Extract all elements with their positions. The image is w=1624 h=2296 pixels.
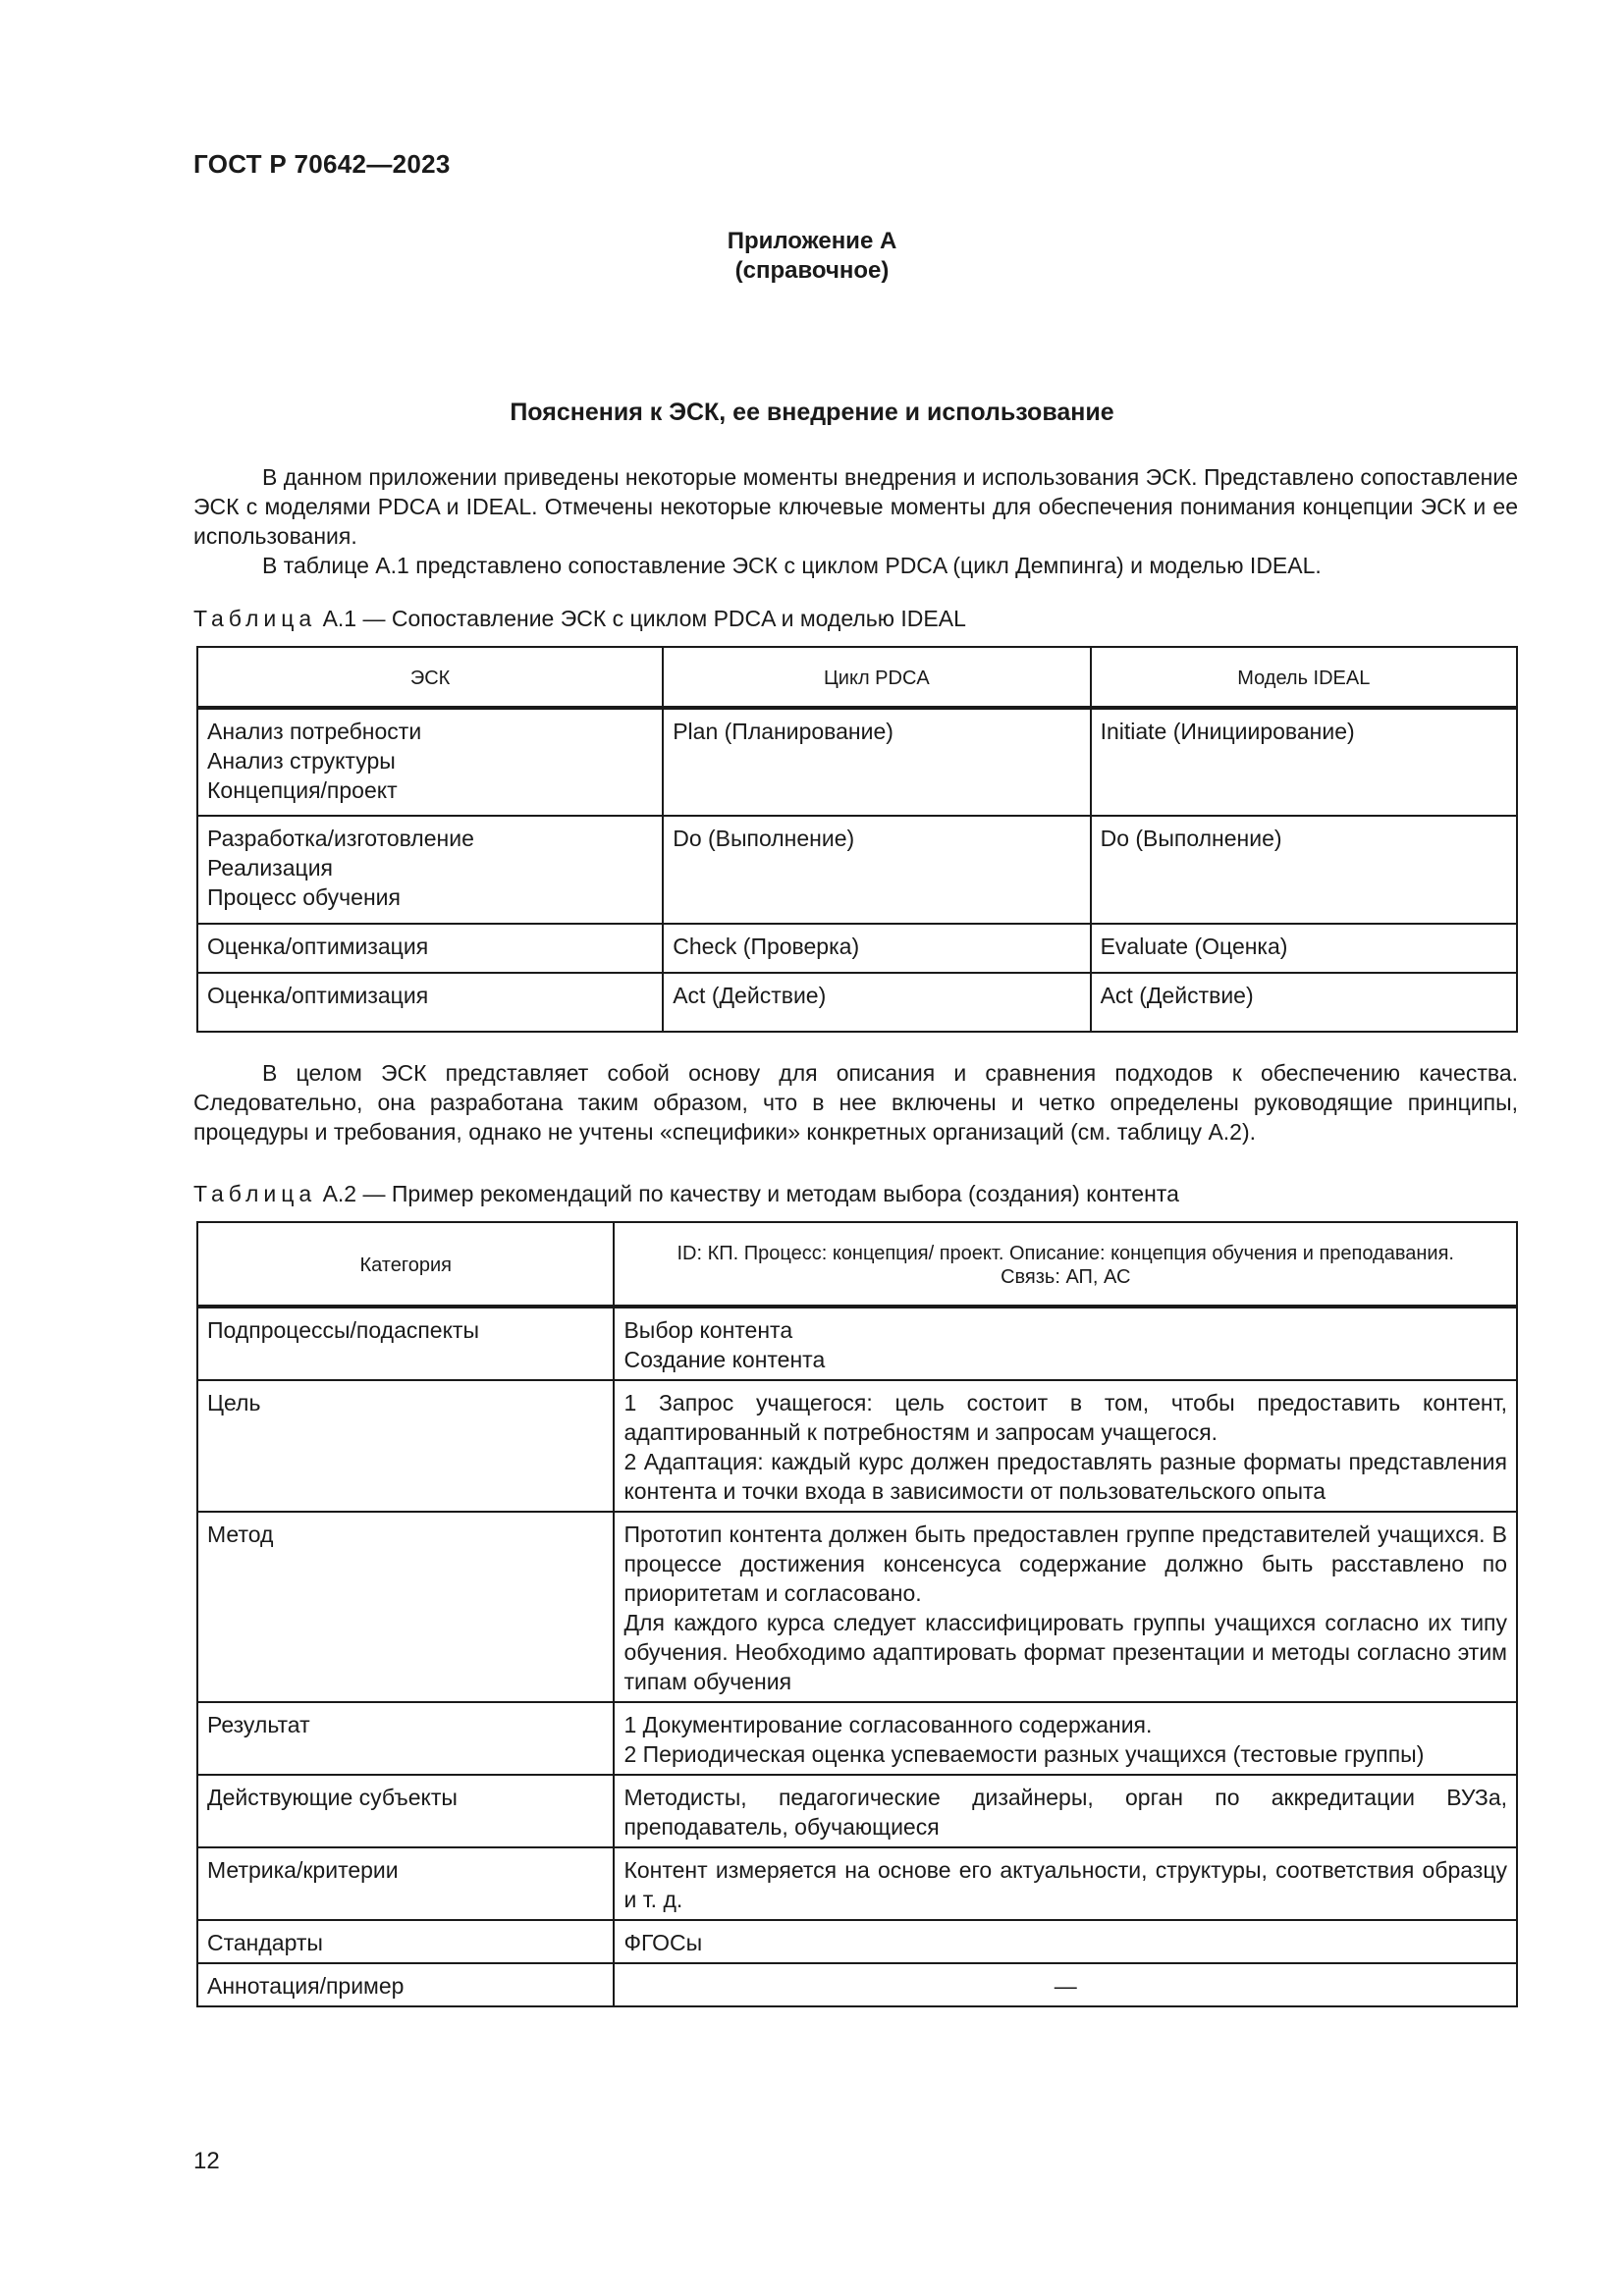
table2-cell-value	[614, 1307, 1517, 1380]
table-row	[197, 708, 1517, 816]
cell-line: Создание контента	[623, 1347, 826, 1372]
cell-line: Реализация	[207, 855, 333, 881]
table-row	[197, 1512, 1517, 1702]
table2-cell-category: Метод	[197, 1512, 614, 1702]
table2-cell-value: Методисты, педагогические дизайнеры, орган по аккредитации ВУЗа, преподаватель, обучающиеся	[614, 1775, 1517, 1847]
table2-cell-category: Цель	[197, 1380, 614, 1512]
table-recommendations	[196, 1221, 1518, 2007]
cell-line: 2 Периодическая оценка успеваемости разных учащихся (тестовые группы)	[623, 1741, 1425, 1767]
table-row	[197, 816, 1517, 924]
paragraph-table-ref-text: В таблице А.1 представлено сопоставление ЭСК с циклом PDCA (цикл Демпинга) и моделью IDEAL.	[262, 553, 1322, 578]
cell-line: 1 Запрос учащегося: цель состоит в том, чтобы предоставить контент, адаптированный к потребностям и запросам учащегося.	[623, 1390, 1507, 1445]
paragraph-intro-text: В данном приложении приведены некоторые моменты внедрения и использования ЭСК. Представлено сопоставление ЭСК с моделями PDCA и IDEAL. Отмечены некоторые ключевые моменты для обеспечения понимания концепции ЭСК и ее использования.	[193, 464, 1518, 549]
table-row	[197, 1847, 1517, 1920]
table-header-row	[197, 647, 1517, 708]
table2-header-line: Связь: АП, АС	[1001, 1265, 1131, 1288]
table1-header-pdca: Цикл PDCA	[663, 647, 1090, 708]
table1-cell-ideal: Act (Действие)	[1091, 973, 1517, 1032]
table1-cell-pdca: Act (Действие)	[663, 973, 1090, 1032]
cell-line: Анализ потребности	[207, 719, 422, 744]
cell-line: Концепция/проект	[207, 777, 398, 803]
cell-line: Разработка/изготовление	[207, 826, 474, 851]
paragraph-intro	[193, 462, 1518, 551]
table2-cell-category: Результат	[197, 1702, 614, 1775]
table2-caption-word: Таблица	[193, 1181, 317, 1206]
table-row	[197, 973, 1517, 1032]
table-row	[197, 1380, 1517, 1512]
table2-caption	[193, 1181, 1179, 1207]
cell-line: Процесс обучения	[207, 884, 401, 910]
cell-line: Для каждого курса следует классифицировать группы учащихся согласно их типу обучения. Необходимо адаптировать формат презентации и методы согласно этим типам обучения	[623, 1610, 1507, 1694]
table2-cell-category: Действующие субъекты	[197, 1775, 614, 1847]
cell-line: 1 Документирование согласованного содержания.	[623, 1712, 1153, 1737]
table1-caption-word: Таблица	[193, 606, 317, 631]
table1-caption-text: А.1 — Сопоставление ЭСК с циклом PDCA и моделью IDEAL	[322, 606, 966, 631]
table-row	[197, 1920, 1517, 1963]
table-row	[197, 1307, 1517, 1380]
table-header-row	[197, 1222, 1517, 1307]
table1-header-esk: ЭСК	[197, 647, 663, 708]
cell-line: Анализ структуры	[207, 748, 396, 774]
table2-cell-value: Контент измеряется на основе его актуальности, структуры, соответствия образцу и т. д.	[614, 1847, 1517, 1920]
table2-cell-value: ФГОСы	[614, 1920, 1517, 1963]
paragraph-summary-text: В целом ЭСК представляет собой основу для описания и сравнения подходов к обеспечению качества. Следовательно, она разработана таким образом, что в нее включены и четко определены руководящие принципы, процедуры и требования, однако не учтены «специфики» конкретных организаций (см. таблицу А.2).	[193, 1060, 1518, 1145]
table1-cell-ideal: Initiate (Инициирование)	[1091, 708, 1517, 816]
cell-line: Прототип контента должен быть предоставлен группе представителей учащихся. В процессе достижения консенсуса содержание должно быть расставлено по приоритетам и согласовано.	[623, 1522, 1507, 1606]
table1-header-ideal: Модель IDEAL	[1091, 647, 1517, 708]
table-row	[197, 924, 1517, 973]
cell-line: 2 Адаптация: каждый курс должен предоставлять разные форматы представления контента и точки входа в зависимости от пользовательского опыта	[623, 1449, 1507, 1504]
table2-header-category: Категория	[197, 1222, 614, 1307]
cell-line: Выбор контента	[623, 1317, 793, 1343]
section-title: Пояснения к ЭСК, ее внедрение и использование	[510, 399, 1114, 426]
table2-cell-category: Подпроцессы/подаспекты	[197, 1307, 614, 1380]
page-number: 12	[193, 2148, 220, 2174]
table2-cell-value	[614, 1702, 1517, 1775]
table1-cell-pdca: Do (Выполнение)	[663, 816, 1090, 924]
table2-caption-text: А.2 — Пример рекомендаций по качеству и методам выбора (создания) контента	[322, 1181, 1179, 1206]
table-row	[197, 1702, 1517, 1775]
table1-cell-pdca: Plan (Планирование)	[663, 708, 1090, 816]
table2-cell-category: Аннотация/пример	[197, 1963, 614, 2006]
table2-cell-value	[614, 1380, 1517, 1512]
table1-cell-pdca: Check (Проверка)	[663, 924, 1090, 973]
table2-header-description	[614, 1222, 1517, 1307]
annex-subtitle: (справочное)	[734, 257, 890, 284]
table-row	[197, 1963, 1517, 2006]
table1-cell-ideal: Do (Выполнение)	[1091, 816, 1517, 924]
table1-cell-esk	[197, 816, 663, 924]
table1-cell-esk	[197, 708, 663, 816]
table2-header-line: ID: КП. Процесс: концепция/ проект. Описание: концепция обучения и преподавания.	[677, 1242, 1454, 1264]
paragraph-table-ref	[193, 551, 1518, 580]
document-code: ГОСТ Р 70642—2023	[193, 149, 451, 179]
table2-cell-value	[614, 1512, 1517, 1702]
table1-cell-ideal: Evaluate (Оценка)	[1091, 924, 1517, 973]
table2-cell-value: —	[614, 1963, 1517, 2006]
table2-cell-category: Стандарты	[197, 1920, 614, 1963]
table1-cell-esk: Оценка/оптимизация	[197, 924, 663, 973]
table1-cell-esk: Оценка/оптимизация	[197, 973, 663, 1032]
table-comparison	[196, 646, 1518, 1033]
table-row	[197, 1775, 1517, 1847]
table1-caption	[193, 606, 966, 632]
paragraph-summary	[193, 1058, 1518, 1147]
table2-cell-category: Метрика/критерии	[197, 1847, 614, 1920]
annex-title: Приложение А	[727, 228, 897, 254]
